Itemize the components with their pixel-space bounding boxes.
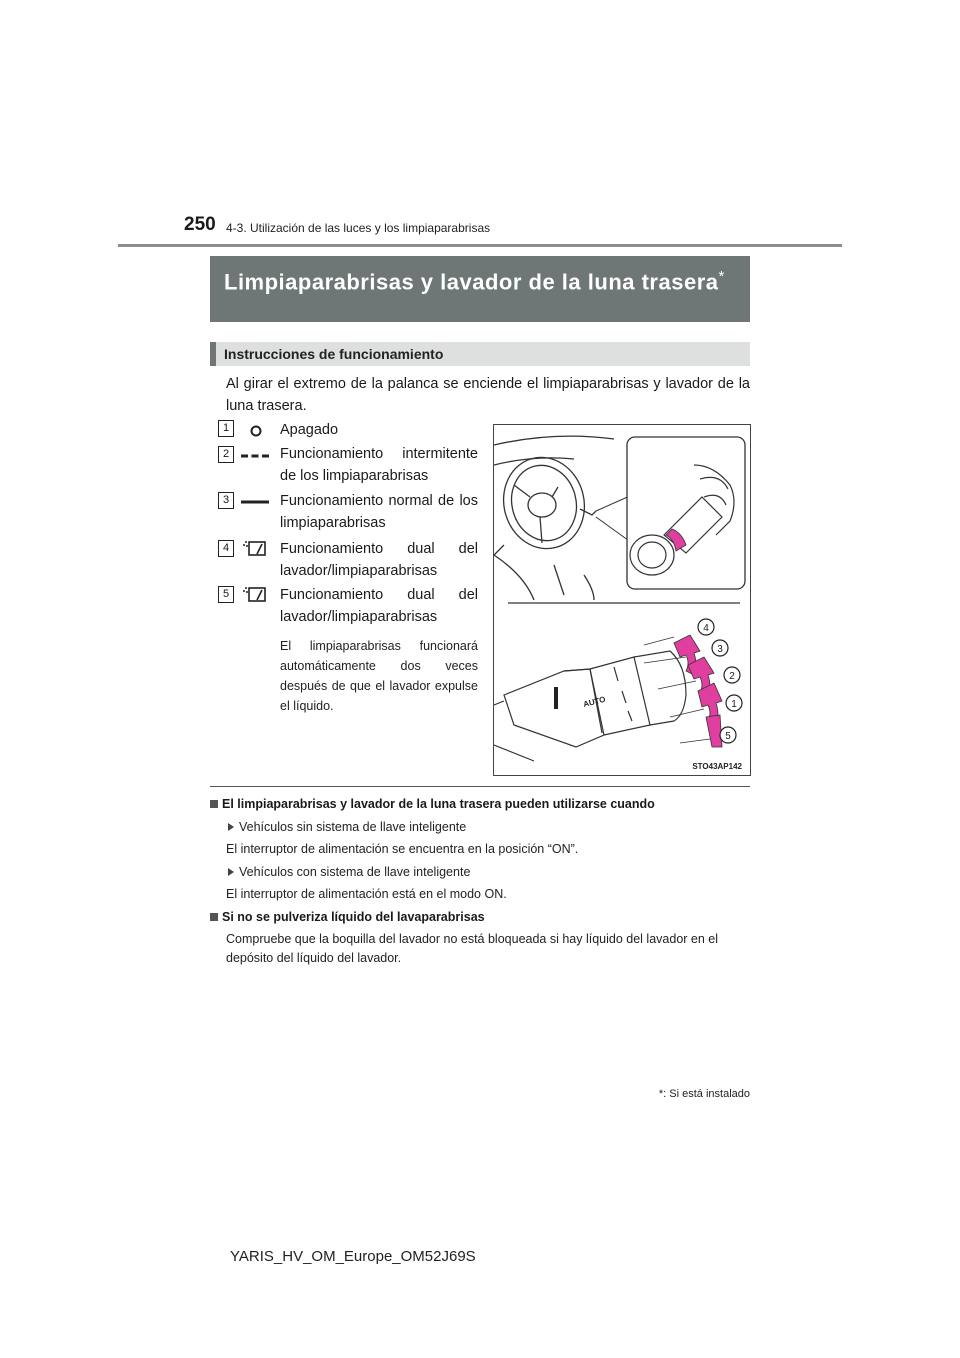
subheading-bar (210, 342, 750, 366)
note-case-2 (228, 865, 470, 879)
square-bullet-icon (210, 800, 218, 808)
callout-5: 5 (725, 731, 731, 742)
item-text-5: Funcionamiento dual del lavador/limpiaparabrisas (280, 587, 478, 625)
note-answer-3: Compruebe que la boquilla del lavador no está bloqueada si hay líquido del lavador en el depósito del líquido del lavador. (226, 932, 719, 965)
item-text-2: Funcionamiento intermitente de los limpiaparabrisas (280, 446, 478, 484)
title-asterisk: * (718, 268, 725, 285)
intro-paragraph: Al girar el extremo de la palanca se enciende el limpiaparabrisas y lavador de la luna trasera. (226, 376, 750, 414)
note-answer-2: El interruptor de alimentación está en el modo ON. (226, 887, 507, 901)
note-case-1 (228, 820, 466, 834)
page-title (224, 262, 734, 296)
rear-washer-icon (240, 584, 270, 604)
item-note: El limpiaparabrisas funcionará automáticamente dos veces después de que el lavador expulse el líquido. (280, 639, 478, 713)
section-title: 4-3. Utilización de las luces y los limpiaparabrisas (226, 221, 491, 235)
note-heading-1 (210, 797, 655, 811)
note-case-1-text: Vehículos sin sistema de llave inteligente (239, 820, 467, 834)
item-number-1: 1 (218, 420, 234, 437)
wiper-lever-figure (493, 424, 751, 776)
footnote (604, 1088, 750, 1100)
callout-2: 2 (729, 671, 735, 682)
note-answer-1: El interruptor de alimentación se encuentra en la posición “ON”. (226, 842, 579, 856)
section-rule (210, 786, 750, 787)
note-case-2-text: Vehículos con sistema de llave inteligente (239, 865, 471, 879)
triangle-bullet-icon (228, 823, 234, 831)
dashed-line-icon (240, 446, 270, 466)
item-number-2: 2 (218, 446, 234, 463)
square-bullet-icon (210, 913, 218, 921)
document-footer: YARIS_HV_OM_Europe_OM52J69S (230, 1248, 476, 1265)
off-circle-icon (240, 421, 270, 441)
page-number: 250 (184, 214, 216, 235)
subheading-accent (210, 342, 216, 366)
item-number-3: 3 (218, 492, 234, 509)
header-rule (118, 244, 842, 247)
lever-auto-label: AUTO (582, 694, 607, 709)
item-number-5: 5 (218, 586, 234, 603)
triangle-bullet-icon (228, 868, 234, 876)
rear-washer-icon (240, 538, 270, 558)
callout-3: 3 (717, 644, 723, 655)
solid-line-icon (240, 492, 270, 512)
page-title-text: Limpiaparabrisas y lavador de la luna trasera (224, 269, 719, 295)
subheading: Instrucciones de funcionamiento (224, 346, 444, 362)
note-heading-1-text: El limpiaparabrisas y lavador de la luna trasera pueden utilizarse cuando (222, 797, 655, 811)
callout-4: 4 (703, 623, 709, 634)
item-text-1: Apagado (280, 422, 339, 438)
lever-illustration (494, 425, 750, 775)
item-text-3: Funcionamiento normal de los limpiaparabrisas (280, 493, 478, 531)
footnote-text: : Si está instalado (663, 1088, 750, 1100)
note-heading-2 (210, 910, 485, 924)
figure-code: STO43AP142 (692, 762, 742, 771)
item-number-4: 4 (218, 540, 234, 557)
note-heading-2-text: Si no se pulveriza líquido del lavaparabrisas (222, 910, 485, 924)
callout-1: 1 (731, 699, 737, 710)
footnote-asterisk: * (658, 1088, 664, 1100)
item-text-4: Funcionamiento dual del lavador/limpiaparabrisas (280, 541, 478, 579)
title-box (210, 256, 750, 322)
